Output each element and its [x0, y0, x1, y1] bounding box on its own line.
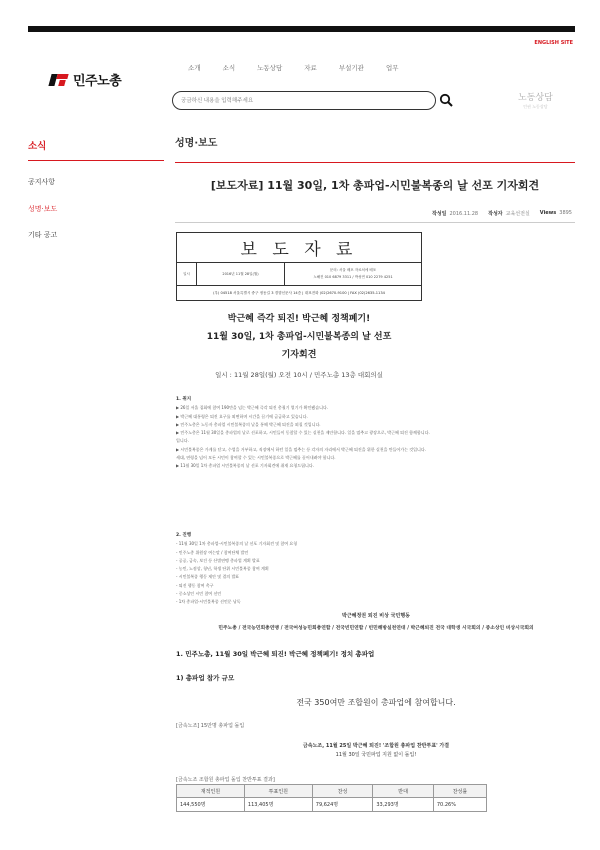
- table-header: 재적인원: [177, 785, 245, 798]
- section1-title: 1. 민주노총, 11월 30일 박근혜 퇴진! 박근혜 정책폐기! 정치 총파업: [176, 650, 375, 658]
- logo-mark-icon: [50, 73, 70, 87]
- post-date: 작성일 2016.11.28: [431, 211, 479, 217]
- table-cell: 70.26%: [433, 798, 486, 812]
- post-meta: [432, 210, 572, 217]
- vote-table-caption: [금속노조 조합원 총파업 돌입 찬반투표 결과]: [176, 777, 275, 783]
- org-list: 민주노총 / 전국농민회총연맹 / 전국여성농민회총연합 / 전국빈민연합 / 빈민해방실천연대 / 박근혜퇴진 전국 대학생 시국회의 / 중소상인 비상시국회의: [218, 626, 534, 631]
- press-heading: 보 도 자 료: [177, 233, 421, 263]
- table-header: 찬성률: [433, 785, 486, 798]
- headline-line3: 기자회견: [281, 350, 317, 360]
- search-input[interactable]: [172, 91, 436, 110]
- sidebar-title: 소식: [28, 141, 47, 152]
- english-site-link[interactable]: ENGLISH SITE: [534, 40, 573, 46]
- page-title: 성명·보도: [175, 138, 218, 149]
- org-title: 박근혜정권 퇴진 비상 국민행동: [341, 613, 410, 619]
- table-header: 투표인원: [244, 785, 312, 798]
- table-cell: 144,550명: [177, 798, 245, 812]
- press-release-box: [176, 232, 422, 301]
- table-header-row: [177, 785, 487, 798]
- sidebar-item-other-notices[interactable]: 기타 공고: [28, 231, 58, 239]
- press-row-label: 일시: [177, 263, 197, 285]
- nav-item-affiliates[interactable]: 부설기관: [338, 64, 364, 72]
- nav-item-news[interactable]: 소식: [222, 64, 236, 72]
- headline-venue: 일시 : 11월 28일(월) 오전 10시 / 민주노총 13층 대회의실: [215, 371, 383, 379]
- metal-vote-note: 금속노조, 11월 25일 박근혜 퇴진! '조합원 총파업 찬반투표' 가결 11월 30일 국민파업 지원 없이 돌입!: [302, 743, 450, 758]
- press-contact: 문의: 서울 배포 자료처에 배포 노해진 010 6879 3311 / 박성연 010 2279 4251: [313, 268, 393, 279]
- nav-item-work[interactable]: 업무: [385, 64, 399, 72]
- top-bar: [28, 26, 575, 32]
- consult-subtitle: 인권 노동상담: [523, 104, 548, 109]
- vote-results-table: [176, 784, 487, 812]
- sidebar-item-notice[interactable]: 공지사항: [28, 178, 56, 186]
- table-row: [177, 798, 487, 812]
- table-cell: 33,293명: [373, 798, 434, 812]
- headline-line1: 박근혜 즉각 퇴진! 박근혜 정책폐기!: [227, 314, 371, 324]
- logo[interactable]: [50, 70, 121, 89]
- post-author: 작성자 교육선전실: [488, 211, 530, 217]
- main-nav: [188, 63, 399, 72]
- consult-title: 노동상담: [518, 93, 553, 103]
- body-agenda: 2. 진행 - 11월 30일 1차 총파업-시민불복종의 날 선포 기자회견 및 참여 요청 - 민주노총 위원장 여는말 / 참여단체 발언 - 공공, 금속, 보건 등 산별연맹 총파업 계획 발표 - 농민, 노점상, 청년, 학생 단위 시민불복종 참여 계획 - 시민불복종 행동 제안 및 결의 발표 - 퇴진 행동 참여 촉구 - 중소상인 시민 참여 선언 - 1차 총파업-시민불복종 선언문 낭독: [176, 533, 298, 605]
- press-footer: (우) 04518 서울특별시 중구 정동길 3 경향신문사 14층 | 대표전화 (02)2670-9100 | FAX (02)2635-1134: [213, 290, 385, 295]
- body-purpose: 1. 취지 ▶ 26일 서울 집회에 참여 190만을 넘는 박근혜 즉각 퇴진 총궐기 열기가 확인됐습니다. ▶ 박근혜 대통령은 퇴진 요구를 외면하며 시간을 끌기에 급급하고 있습니다. ▶ 민주노총은 노동자 총파업 시민불복종의 날을 통해 박근혜 퇴진을 외칠 것입니다. ▶ 민주노총은 11월 30일을 총파업의 날로 선포하고, 시민들이 동참할 수 있는 실천을 제안합니다. 일을 멈추고 광장으로, 박근혜 퇴진 함께합니다. 입니다. ▶ 시민불복종은 가게를 닫고, 수업을 거부하고, 직장에서 하던 일을 멈추는 등 각자의 자리에서 박근혜 퇴진을 위한 실천을 만들어가는 것입니다. 세대, 연령을 넘어 모든 시민이 참여할 수 있는 시민불복종으로 박근혜를 끌어내려야 합니다. ▶ 11월 30일 1차 총파업 시민불복종의 날 선포 기자회견에 취재 요청드립니다.: [176, 397, 430, 469]
- logo-text: 민주노총: [73, 74, 122, 89]
- search-icon[interactable]: [439, 93, 453, 107]
- participation-note: 전국 350여만 조합원이 총파업에 참여합니다.: [296, 698, 456, 707]
- press-info-row: [177, 263, 421, 286]
- nav-item-labor-consult[interactable]: 노동상담: [257, 64, 283, 72]
- meta-divider: [175, 222, 575, 223]
- table-cell: 113,405명: [244, 798, 312, 812]
- post-views: Views 3895: [539, 210, 572, 216]
- table-header: 반대: [373, 785, 434, 798]
- sidebar-item-statements[interactable]: 성명·보도: [28, 205, 58, 213]
- headline-line2: 11월 30일, 1차 총파업-시민불복종의 날 선포: [206, 332, 392, 342]
- sidebar-divider: [28, 160, 164, 161]
- section1-subtitle: 1) 총파업 참가 규모: [176, 674, 235, 682]
- metal-union-note: [금속노조] 15만명 총파업 돌입: [176, 723, 245, 729]
- press-row-date: 2016년 11월 28일(월): [197, 263, 285, 285]
- nav-item-about[interactable]: 소개: [188, 64, 201, 72]
- post-title: [보도자료] 11월 30일, 1차 총파업-시민불복종의 날 선포 기자회견: [210, 179, 540, 192]
- labor-consult-link[interactable]: [518, 90, 553, 110]
- nav-item-materials[interactable]: 자료: [304, 64, 317, 72]
- page-title-divider: [175, 162, 575, 163]
- table-cell: 79,624명: [312, 798, 373, 812]
- table-header: 찬성: [312, 785, 373, 798]
